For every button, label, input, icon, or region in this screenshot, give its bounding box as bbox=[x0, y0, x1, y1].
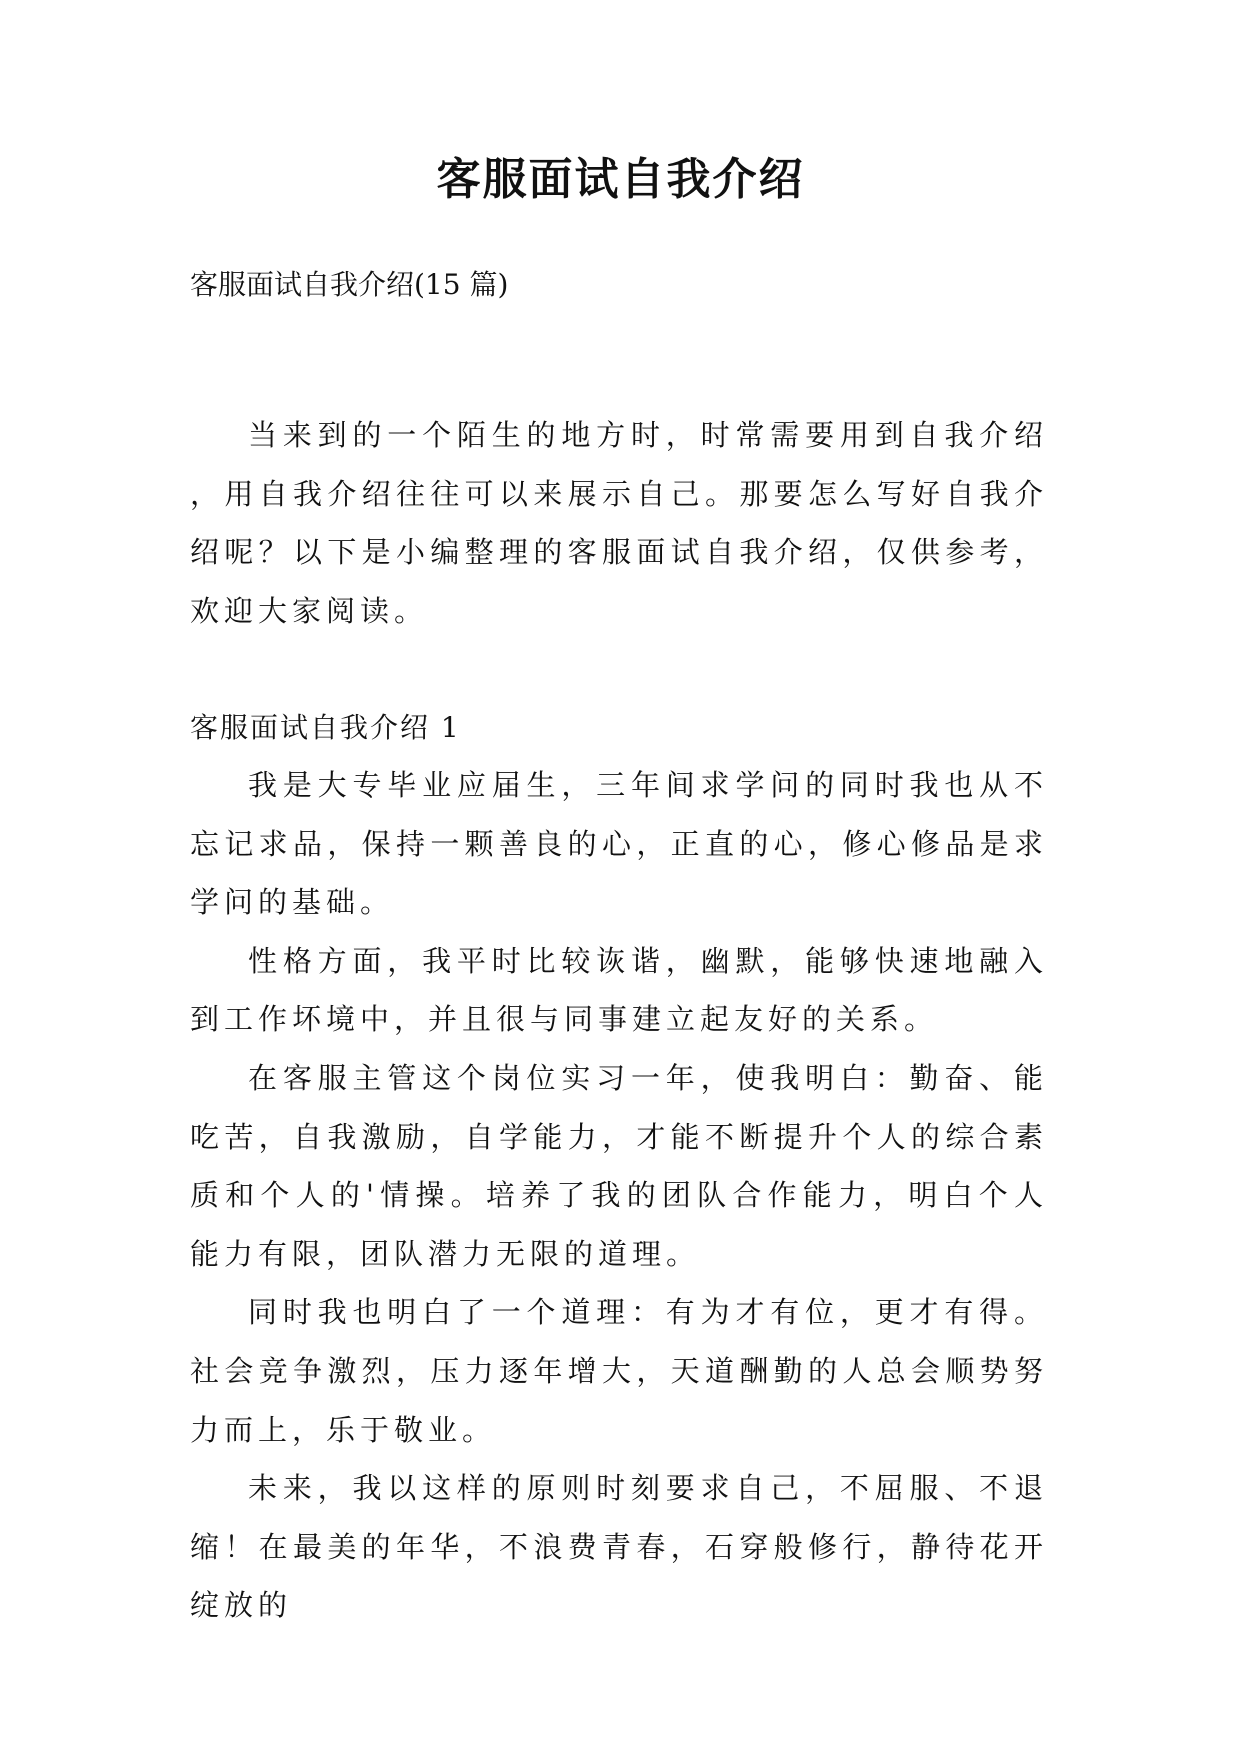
document-subtitle: 客服面试自我介绍(15 篇) bbox=[190, 268, 509, 301]
section-paragraph: 性格方面，我平时比较诙谐，幽默，能够快速地融入到工作坏境中，并且很与同事建立起友好的关系。 bbox=[190, 943, 1048, 1037]
section-paragraph: 同时我也明白了一个道理：有为才有位，更才有得。社会竞争激烈，压力逐年增大，天道酬勤的人总会顺势努力而上，乐于敬业。 bbox=[190, 1295, 1048, 1447]
document-title: 客服面试自我介绍 bbox=[436, 154, 805, 205]
section-1 bbox=[190, 700, 1048, 1635]
section-paragraph: 未来，我以这样的原则时刻要求自己，不屈服、不退缩！在最美的年华，不浪费青春，石穿般修行，静待花开绽放的 bbox=[190, 1471, 1048, 1623]
section-paragraph: 在客服主管这个岗位实习一年，使我明白：勤奋、能吃苦，自我激励，自学能力，才能不断提升个人的综合素质和个人的'情操。培养了我的团队合作能力，明白个人能力有限，团队潜力无限的道理。 bbox=[190, 1060, 1048, 1271]
intro-block bbox=[190, 406, 1048, 640]
section-heading: 客服面试自我介绍 1 bbox=[190, 711, 461, 744]
intro-paragraph: 当来到的一个陌生的地方时，时常需要用到自我介绍，用自我介绍往往可以来展示自己。那要怎么写好自我介绍呢？以下是小编整理的客服面试自我介绍，仅供参考，欢迎大家阅读。 bbox=[190, 418, 1048, 628]
section-paragraph: 我是大专毕业应届生，三年间求学问的同时我也从不忘记求品，保持一颗善良的心，正直的心，修心修品是求学问的基础。 bbox=[190, 768, 1048, 920]
